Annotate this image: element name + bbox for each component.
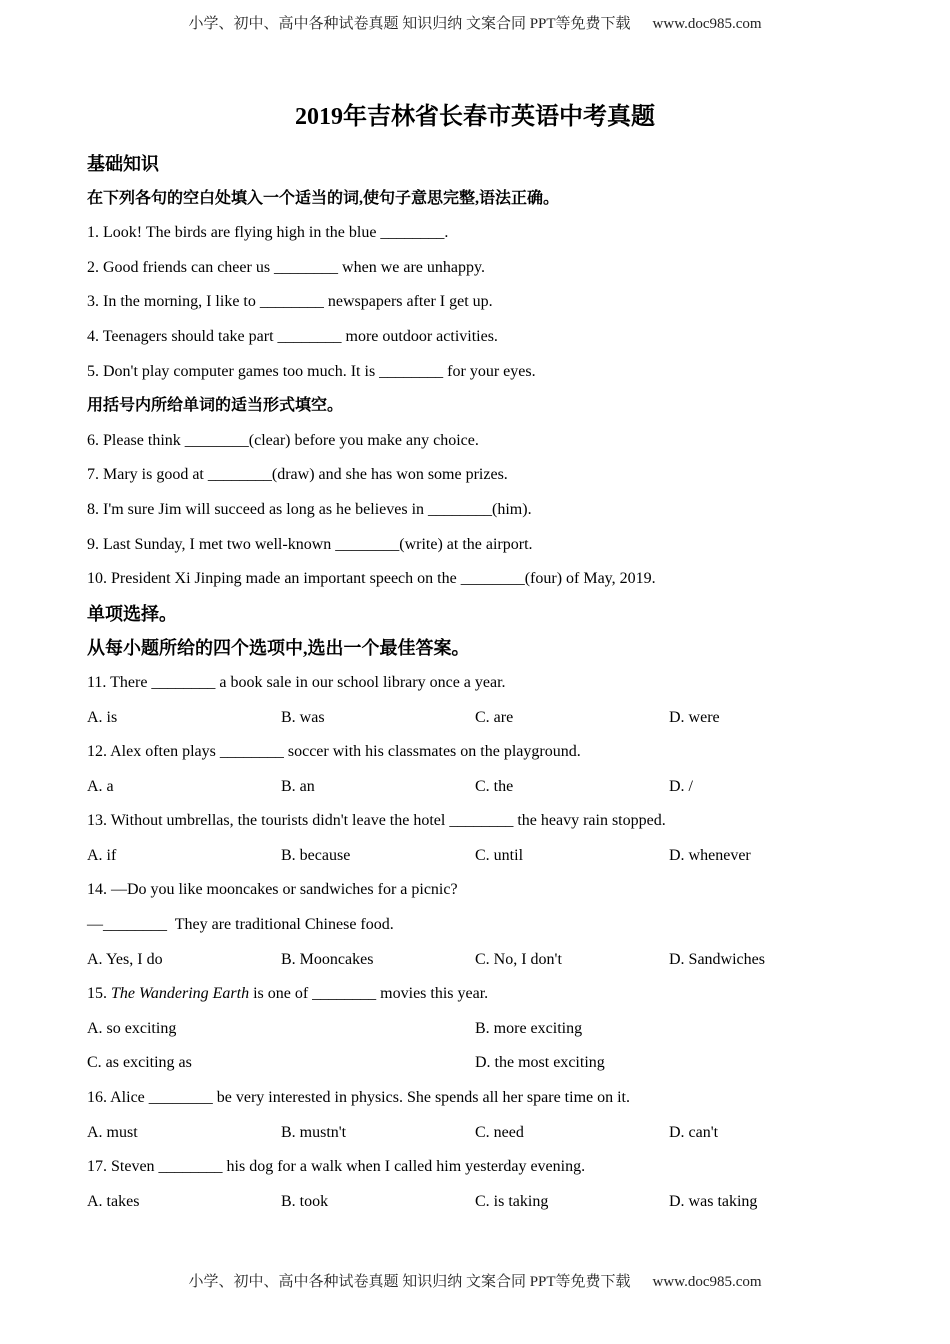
- question-17: 17. Steven ________ his dog for a walk when I called him yesterday evening.: [87, 1158, 586, 1176]
- question-15-options-row1: [87, 1012, 887, 1047]
- question-12-options: [87, 770, 887, 805]
- question-6: 6. Please think ________(clear) before you make any choice.: [87, 431, 479, 449]
- page-header: [0, 12, 950, 33]
- option-c: C. the: [475, 777, 514, 795]
- option-b: B. an: [281, 777, 315, 795]
- question-13-options: [87, 839, 887, 874]
- question-14-options: [87, 943, 887, 978]
- header-text: 小学、初中、高中各种试卷真题 知识归纳 文案合同 PPT等免费下载: [188, 16, 631, 32]
- option-d: D. can't: [669, 1123, 719, 1141]
- question-16: 16. Alice ________ be very interested in physics. She spends all her spare time on it.: [87, 1089, 630, 1107]
- section-heading-multiple-choice: 单项选择。: [87, 603, 177, 624]
- option-c: C. need: [475, 1123, 524, 1141]
- question-7: 7. Mary is good at ________(draw) and she has won some prizes.: [87, 466, 508, 484]
- question-11: 11. There ________ a book sale in our school library once a year.: [87, 673, 506, 691]
- instruction-word-form: 用括号内所给单词的适当形式填空。: [87, 397, 344, 415]
- header-site-link[interactable]: www.doc985.com: [652, 16, 762, 32]
- option-a: A. Yes, I do: [87, 950, 163, 968]
- option-a: A. must: [87, 1123, 138, 1141]
- question-8: 8. I'm sure Jim will succeed as long as he believes in ________(him).: [87, 500, 532, 518]
- section-heading-basics: 基础知识: [87, 154, 159, 174]
- document-title: 2019年吉林省长春市英语中考真题: [295, 104, 655, 130]
- question-14-response: —________ They are traditional Chinese food.: [87, 916, 394, 934]
- option-d: D. was taking: [669, 1192, 758, 1210]
- question-10: 10. President Xi Jinping made an important speech on the ________(four) of May, 2019.: [87, 570, 656, 588]
- option-d: D. the most exciting: [475, 1054, 605, 1072]
- footer-text: 小学、初中、高中各种试卷真题 知识归纳 文案合同 PPT等免费下载: [188, 1274, 631, 1290]
- instruction-fill-blank: 在下列各句的空白处填入一个适当的词,使句子意思完整,语法正确。: [87, 189, 560, 207]
- question-15-rest: is one of ________ movies this year.: [249, 985, 489, 1003]
- page-footer: [0, 1270, 950, 1291]
- option-d: D. /: [669, 777, 693, 795]
- question-5: 5. Don't play computer games too much. It is ________ for your eyes.: [87, 362, 536, 380]
- option-b: B. Mooncakes: [281, 950, 374, 968]
- question-1: 1. Look! The birds are flying high in the blue ________.: [87, 224, 449, 242]
- question-15-options-row2: [87, 1046, 887, 1081]
- option-b: B. mustn't: [281, 1123, 347, 1141]
- question-15: [87, 977, 887, 1012]
- option-d: D. Sandwiches: [669, 950, 765, 968]
- question-16-options: [87, 1116, 887, 1151]
- option-a: A. if: [87, 846, 117, 864]
- option-a: A. so exciting: [87, 1019, 177, 1037]
- option-b: B. because: [281, 846, 351, 864]
- movie-title: The Wandering Earth: [111, 985, 250, 1003]
- option-c: C. No, I don't: [475, 950, 562, 968]
- footer-site-link[interactable]: www.doc985.com: [652, 1274, 762, 1290]
- question-15-number: 15.: [87, 985, 107, 1003]
- option-c: C. until: [475, 846, 524, 864]
- option-b: B. more exciting: [475, 1019, 583, 1037]
- option-a: A. a: [87, 777, 114, 795]
- question-13: 13. Without umbrellas, the tourists didn't leave the hotel ________ the heavy rain stopped.: [87, 812, 666, 830]
- instruction-choose-best: 从每小题所给的四个选项中,选出一个最佳答案。: [87, 638, 470, 659]
- document-body: [87, 147, 887, 1219]
- option-d: D. whenever: [669, 846, 751, 864]
- question-3: 3. In the morning, I like to ________ newspapers after I get up.: [87, 293, 493, 311]
- question-12: 12. Alex often plays ________ soccer with his classmates on the playground.: [87, 743, 581, 761]
- option-a: A. takes: [87, 1192, 140, 1210]
- question-11-options: [87, 701, 887, 736]
- option-c: C. as exciting as: [87, 1054, 192, 1072]
- question-9: 9. Last Sunday, I met two well-known ________(write) at the airport.: [87, 535, 533, 553]
- option-c: C. is taking: [475, 1192, 549, 1210]
- question-2: 2. Good friends can cheer us ________ when we are unhappy.: [87, 258, 485, 276]
- option-b: B. was: [281, 708, 325, 726]
- option-a: A. is: [87, 708, 118, 726]
- option-c: C. are: [475, 708, 514, 726]
- question-14: 14. —Do you like mooncakes or sandwiches for a picnic?: [87, 881, 458, 899]
- question-4: 4. Teenagers should take part ________ more outdoor activities.: [87, 327, 498, 345]
- option-d: D. were: [669, 708, 720, 726]
- question-17-options: [87, 1185, 887, 1220]
- option-b: B. took: [281, 1192, 329, 1210]
